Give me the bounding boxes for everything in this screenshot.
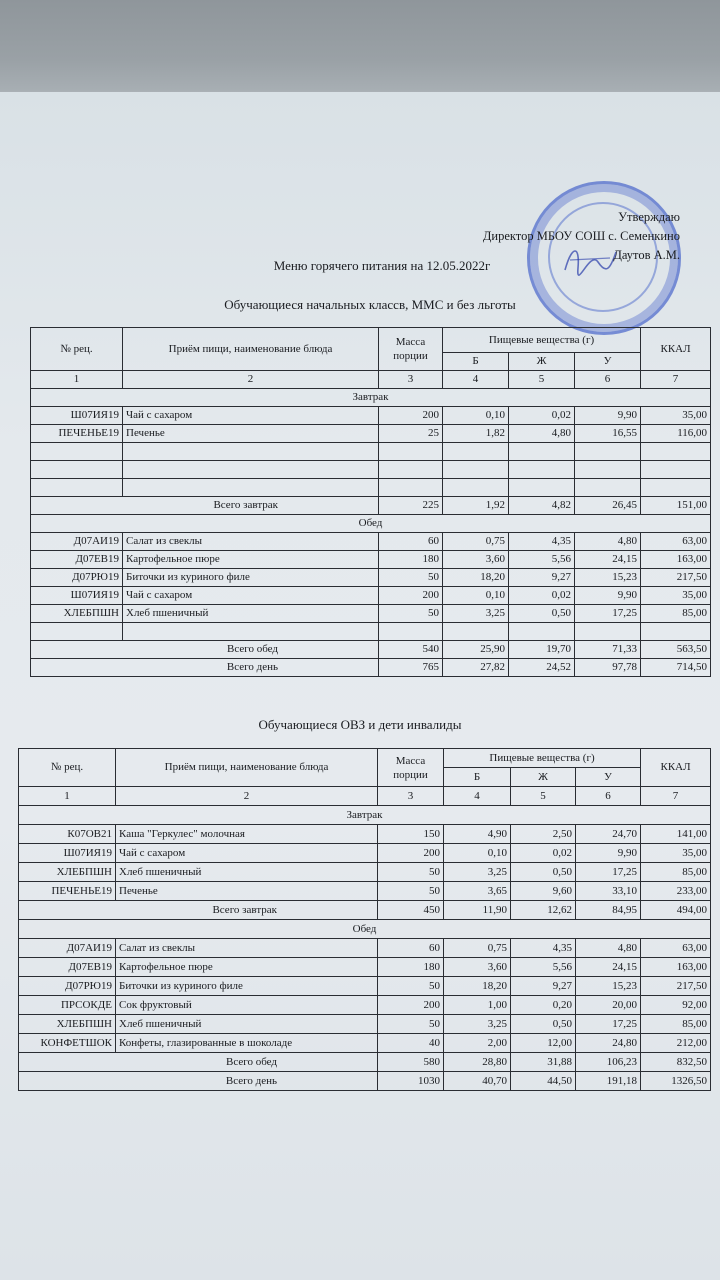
- dish-kcal: 63,00: [641, 533, 711, 551]
- dish-name: Биточки из куриного филе: [123, 569, 379, 587]
- dish-carbs: 15,23: [575, 569, 641, 587]
- empty-cell: [641, 623, 711, 641]
- dish-mass: 50: [378, 863, 444, 882]
- recipe-code: Д07ЕВ19: [19, 958, 116, 977]
- dish-protein: 3,25: [444, 863, 511, 882]
- lunch-total: [31, 641, 711, 659]
- header-dish: Приём пищи, наименование блюда: [123, 328, 379, 371]
- recipe-code: Д07АИ19: [19, 939, 116, 958]
- dish-row: [31, 605, 711, 623]
- empty-row: [31, 461, 711, 479]
- dish-carbs: 24,15: [575, 551, 641, 569]
- dish-kcal: 217,50: [641, 569, 711, 587]
- lunch-total-label: Всего обед: [31, 641, 379, 659]
- empty-cell: [31, 479, 123, 497]
- dish-mass: 180: [378, 958, 444, 977]
- dish-kcal: 116,00: [641, 425, 711, 443]
- lunch-section-label: Обед: [19, 920, 711, 939]
- recipe-code: Д07АИ19: [31, 533, 123, 551]
- dish-mass: 50: [378, 882, 444, 901]
- day-total-carbs: 97,78: [575, 659, 641, 677]
- approval-line-2: Директор МБОУ СОШ с. Семенкино: [482, 229, 680, 243]
- empty-cell: [31, 461, 123, 479]
- day-total-kcal: 714,50: [641, 659, 711, 677]
- recipe-code: Ш07ИЯ19: [19, 844, 116, 863]
- header-kcal: ККАЛ: [641, 749, 711, 787]
- dish-fat: 0,50: [509, 605, 575, 623]
- header-u: У: [576, 768, 641, 787]
- dish-fat: 9,27: [509, 569, 575, 587]
- dish-fat: 0,50: [511, 863, 576, 882]
- dish-row: [19, 996, 711, 1015]
- dish-fat: 5,56: [509, 551, 575, 569]
- lunch-total-fat: 19,70: [509, 641, 575, 659]
- dish-row: [19, 882, 711, 901]
- dish-kcal: 163,00: [641, 958, 711, 977]
- dish-name: Чай с сахаром: [123, 587, 379, 605]
- dish-kcal: 35,00: [641, 587, 711, 605]
- dish-protein: 3,25: [443, 605, 509, 623]
- dish-mass: 25: [379, 425, 443, 443]
- breakfast-section-label: Завтрак: [31, 389, 711, 407]
- empty-cell: [575, 443, 641, 461]
- dish-protein: 4,90: [444, 825, 511, 844]
- dish-fat: 5,56: [511, 958, 576, 977]
- dish-mass: 200: [378, 996, 444, 1015]
- breakfast-total-label: Всего завтрак: [31, 497, 379, 515]
- day-total-label: Всего день: [31, 659, 379, 677]
- approval-line-3: Даутов А.М.: [613, 248, 680, 262]
- dish-mass: 60: [379, 533, 443, 551]
- dish-mass: 200: [379, 587, 443, 605]
- dish-kcal: 141,00: [641, 825, 711, 844]
- dish-name: Чай с сахаром: [123, 407, 379, 425]
- dish-row: [31, 551, 711, 569]
- breakfast-section: [31, 389, 711, 407]
- dish-kcal: 85,00: [641, 605, 711, 623]
- empty-row: [31, 479, 711, 497]
- empty-cell: [509, 443, 575, 461]
- dish-name: Картофельное пюре: [123, 551, 379, 569]
- empty-cell: [123, 479, 379, 497]
- section-2-title: Обучающиеся ОВЗ и дети инвалиды: [258, 717, 462, 732]
- empty-cell: [575, 623, 641, 641]
- column-number: 6: [576, 787, 641, 806]
- empty-row: [31, 443, 711, 461]
- dish-row: [31, 407, 711, 425]
- breakfast-total: [31, 497, 711, 515]
- dish-row: [19, 977, 711, 996]
- recipe-code: ХЛЕБПШН: [19, 1015, 116, 1034]
- recipe-code: ПЕЧЕНЬЕ19: [31, 425, 123, 443]
- header-nutrients: Пищевые вещества (г): [444, 749, 641, 768]
- dish-kcal: 35,00: [641, 844, 711, 863]
- dish-kcal: 233,00: [641, 882, 711, 901]
- lunch-section-label: Обед: [31, 515, 711, 533]
- dish-fat: 0,50: [511, 1015, 576, 1034]
- empty-cell: [31, 443, 123, 461]
- recipe-code: ХЛЕБПШН: [31, 605, 123, 623]
- approval-line-1: Утверждаю: [618, 210, 680, 224]
- breakfast-total-label: Всего завтрак: [19, 901, 378, 920]
- dish-mass: 40: [378, 1034, 444, 1053]
- day-total-protein: 27,82: [443, 659, 509, 677]
- breakfast-total-fat: 4,82: [509, 497, 575, 515]
- dish-fat: 2,50: [511, 825, 576, 844]
- dish-carbs: 4,80: [576, 939, 641, 958]
- dish-mass: 200: [378, 844, 444, 863]
- recipe-code: КОНФЕТШОК: [19, 1034, 116, 1053]
- menu-table-2: [18, 748, 711, 1091]
- header-rec: № рец.: [31, 328, 123, 371]
- breakfast-section: [19, 806, 711, 825]
- empty-cell: [123, 461, 379, 479]
- breakfast-total-mass: 225: [379, 497, 443, 515]
- column-number: 5: [511, 787, 576, 806]
- dish-row: [19, 1034, 711, 1053]
- dish-carbs: 4,80: [575, 533, 641, 551]
- dish-carbs: 15,23: [576, 977, 641, 996]
- dish-protein: 18,20: [443, 569, 509, 587]
- dish-kcal: 163,00: [641, 551, 711, 569]
- lunch-section: [19, 920, 711, 939]
- lunch-section: [31, 515, 711, 533]
- dish-fat: 0,02: [509, 407, 575, 425]
- day-total-carbs: 191,18: [576, 1072, 641, 1091]
- recipe-code: К07ОВ21: [19, 825, 116, 844]
- dish-carbs: 17,25: [575, 605, 641, 623]
- column-number: 7: [641, 371, 711, 389]
- dish-name: Сок фруктовый: [116, 996, 378, 1015]
- empty-cell: [443, 461, 509, 479]
- dish-kcal: 85,00: [641, 863, 711, 882]
- lunch-total-fat: 31,88: [511, 1053, 576, 1072]
- empty-cell: [641, 443, 711, 461]
- column-number: 3: [379, 371, 443, 389]
- dish-protein: 0,75: [443, 533, 509, 551]
- dish-protein: 0,10: [444, 844, 511, 863]
- empty-cell: [31, 623, 123, 641]
- column-number: 2: [123, 371, 379, 389]
- dish-kcal: 92,00: [641, 996, 711, 1015]
- column-number: 2: [116, 787, 378, 806]
- dish-row: [19, 1015, 711, 1034]
- empty-cell: [509, 623, 575, 641]
- lunch-total-carbs: 71,33: [575, 641, 641, 659]
- day-total-fat: 24,52: [509, 659, 575, 677]
- header-u: У: [575, 353, 641, 371]
- dish-fat: 0,02: [511, 844, 576, 863]
- dish-carbs: 24,80: [576, 1034, 641, 1053]
- lunch-total-protein: 28,80: [444, 1053, 511, 1072]
- empty-cell: [379, 623, 443, 641]
- dish-row: [19, 825, 711, 844]
- empty-cell: [443, 443, 509, 461]
- dish-name: Чай с сахаром: [116, 844, 378, 863]
- dish-name: Салат из свеклы: [123, 533, 379, 551]
- dish-protein: 2,00: [444, 1034, 511, 1053]
- breakfast-total-protein: 11,90: [444, 901, 511, 920]
- breakfast-total-mass: 450: [378, 901, 444, 920]
- dish-row: [19, 844, 711, 863]
- dish-mass: 50: [379, 569, 443, 587]
- header-b: Б: [443, 353, 509, 371]
- empty-cell: [379, 461, 443, 479]
- dish-kcal: 217,50: [641, 977, 711, 996]
- dish-name: Хлеб пшеничный: [116, 863, 378, 882]
- dish-carbs: 24,15: [576, 958, 641, 977]
- column-number: 6: [575, 371, 641, 389]
- breakfast-total-kcal: 151,00: [641, 497, 711, 515]
- dish-protein: 18,20: [444, 977, 511, 996]
- column-number: 1: [19, 787, 116, 806]
- document-title: Меню горячего питания на 12.05.2022г: [273, 258, 491, 273]
- dish-carbs: 9,90: [576, 844, 641, 863]
- dish-mass: 180: [379, 551, 443, 569]
- dish-kcal: 85,00: [641, 1015, 711, 1034]
- dish-mass: 60: [378, 939, 444, 958]
- day-total-mass: 1030: [378, 1072, 444, 1091]
- empty-cell: [509, 461, 575, 479]
- dish-fat: 4,35: [511, 939, 576, 958]
- day-total-mass: 765: [379, 659, 443, 677]
- recipe-code: ПРСОКДЕ: [19, 996, 116, 1015]
- dish-fat: 12,00: [511, 1034, 576, 1053]
- empty-cell: [641, 461, 711, 479]
- header-mass: Масса порции: [379, 328, 443, 371]
- breakfast-section-label: Завтрак: [19, 806, 711, 825]
- dish-fat: 4,80: [509, 425, 575, 443]
- dish-row: [31, 425, 711, 443]
- header-row: [19, 749, 711, 768]
- dish-carbs: 9,90: [575, 587, 641, 605]
- breakfast-total-protein: 1,92: [443, 497, 509, 515]
- dish-kcal: 63,00: [641, 939, 711, 958]
- empty-cell: [379, 479, 443, 497]
- breakfast-total-kcal: 494,00: [641, 901, 711, 920]
- header-b: Б: [444, 768, 511, 787]
- empty-cell: [575, 479, 641, 497]
- dish-name: Салат из свеклы: [116, 939, 378, 958]
- empty-cell: [123, 623, 379, 641]
- lunch-total-carbs: 106,23: [576, 1053, 641, 1072]
- breakfast-total-carbs: 84,95: [576, 901, 641, 920]
- header-kcal: ККАЛ: [641, 328, 711, 371]
- dish-fat: 4,35: [509, 533, 575, 551]
- section-1-title: Обучающиеся начальных классв, ММС и без льготы: [224, 297, 516, 312]
- dish-mass: 50: [379, 605, 443, 623]
- dish-mass: 50: [378, 1015, 444, 1034]
- dish-fat: 0,02: [509, 587, 575, 605]
- dish-row: [19, 958, 711, 977]
- dish-protein: 3,25: [444, 1015, 511, 1034]
- dish-carbs: 24,70: [576, 825, 641, 844]
- dish-mass: 200: [379, 407, 443, 425]
- header-row: [31, 328, 711, 353]
- dish-carbs: 9,90: [575, 407, 641, 425]
- empty-cell: [443, 623, 509, 641]
- recipe-code: Д07РЮ19: [19, 977, 116, 996]
- recipe-code: ПЕЧЕНЬЕ19: [19, 882, 116, 901]
- dish-fat: 9,27: [511, 977, 576, 996]
- empty-cell: [123, 443, 379, 461]
- dish-protein: 0,10: [443, 407, 509, 425]
- lunch-total: [19, 1053, 711, 1072]
- dish-row: [19, 939, 711, 958]
- day-total-kcal: 1326,50: [641, 1072, 711, 1091]
- dish-carbs: 17,25: [576, 1015, 641, 1034]
- dish-carbs: 16,55: [575, 425, 641, 443]
- dish-row: [31, 533, 711, 551]
- dish-kcal: 212,00: [641, 1034, 711, 1053]
- breakfast-total-carbs: 26,45: [575, 497, 641, 515]
- header-nutrients: Пищевые вещества (г): [443, 328, 641, 353]
- dish-name: Картофельное пюре: [116, 958, 378, 977]
- dish-mass: 150: [378, 825, 444, 844]
- empty-cell: [575, 461, 641, 479]
- dish-protein: 1,00: [444, 996, 511, 1015]
- column-number: 1: [31, 371, 123, 389]
- header-dish: Приём пищи, наименование блюда: [116, 749, 378, 787]
- dish-name: Конфеты, глазированные в шоколаде: [116, 1034, 378, 1053]
- day-total-label: Всего день: [19, 1072, 378, 1091]
- column-number: 3: [378, 787, 444, 806]
- column-number-row: [19, 787, 711, 806]
- dish-protein: 3,60: [444, 958, 511, 977]
- day-total: [31, 659, 711, 677]
- empty-row: [31, 623, 711, 641]
- header-mass: Масса порции: [378, 749, 444, 787]
- dish-protein: 0,75: [444, 939, 511, 958]
- dish-fat: 9,60: [511, 882, 576, 901]
- dish-name: Биточки из куриного филе: [116, 977, 378, 996]
- empty-cell: [509, 479, 575, 497]
- breakfast-total: [19, 901, 711, 920]
- lunch-total-mass: 540: [379, 641, 443, 659]
- column-number: 4: [444, 787, 511, 806]
- column-number: 4: [443, 371, 509, 389]
- dish-fat: 0,20: [511, 996, 576, 1015]
- dish-name: Хлеб пшеничный: [116, 1015, 378, 1034]
- dish-protein: 0,10: [443, 587, 509, 605]
- column-number-row: [31, 371, 711, 389]
- recipe-code: ХЛЕБПШН: [19, 863, 116, 882]
- dish-name: Каша "Геркулес" молочная: [116, 825, 378, 844]
- dish-carbs: 17,25: [576, 863, 641, 882]
- header-rec: № рец.: [19, 749, 116, 787]
- dish-row: [31, 569, 711, 587]
- dish-carbs: 20,00: [576, 996, 641, 1015]
- day-total-protein: 40,70: [444, 1072, 511, 1091]
- lunch-total-protein: 25,90: [443, 641, 509, 659]
- recipe-code: Д07ЕВ19: [31, 551, 123, 569]
- recipe-code: Ш07ИЯ19: [31, 407, 123, 425]
- dish-protein: 3,65: [444, 882, 511, 901]
- recipe-code: Ш07ИЯ19: [31, 587, 123, 605]
- lunch-total-mass: 580: [378, 1053, 444, 1072]
- empty-cell: [379, 443, 443, 461]
- dish-protein: 3,60: [443, 551, 509, 569]
- dish-kcal: 35,00: [641, 407, 711, 425]
- breakfast-total-fat: 12,62: [511, 901, 576, 920]
- dish-row: [19, 863, 711, 882]
- approval-block: [483, 208, 680, 265]
- lunch-total-label: Всего обед: [19, 1053, 378, 1072]
- dish-name: Хлеб пшеничный: [123, 605, 379, 623]
- lunch-total-kcal: 563,50: [641, 641, 711, 659]
- dish-carbs: 33,10: [576, 882, 641, 901]
- empty-cell: [641, 479, 711, 497]
- header-zh: Ж: [509, 353, 575, 371]
- dish-row: [31, 587, 711, 605]
- day-total: [19, 1072, 711, 1091]
- dish-protein: 1,82: [443, 425, 509, 443]
- column-number: 5: [509, 371, 575, 389]
- menu-table-1: [30, 327, 711, 677]
- recipe-code: Д07РЮ19: [31, 569, 123, 587]
- dish-mass: 50: [378, 977, 444, 996]
- dish-name: Печенье: [116, 882, 378, 901]
- empty-cell: [443, 479, 509, 497]
- day-total-fat: 44,50: [511, 1072, 576, 1091]
- header-zh: Ж: [511, 768, 576, 787]
- column-number: 7: [641, 787, 711, 806]
- dish-name: Печенье: [123, 425, 379, 443]
- lunch-total-kcal: 832,50: [641, 1053, 711, 1072]
